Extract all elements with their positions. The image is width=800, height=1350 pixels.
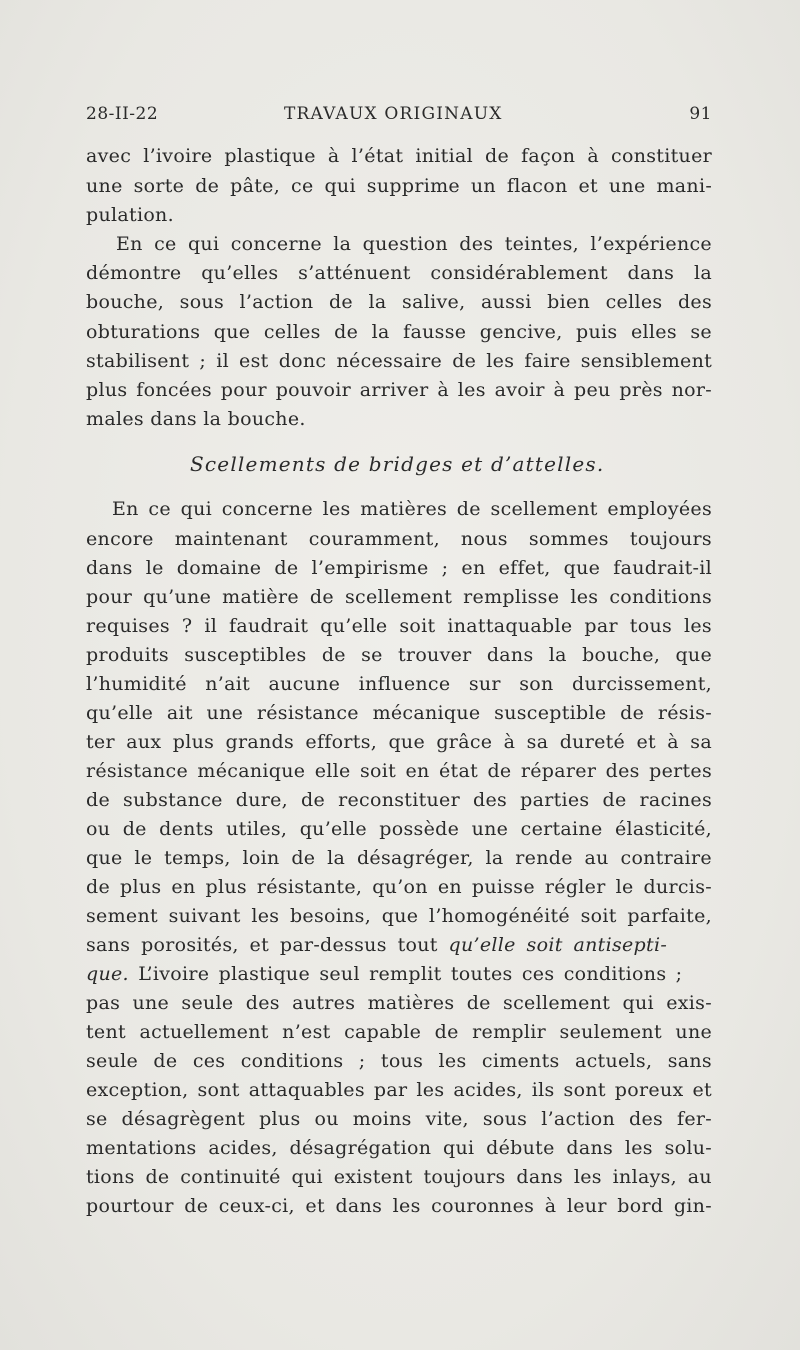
text-line: se désagrègent plus ou moins vite, sous l’action des fer- bbox=[86, 1108, 713, 1130]
text-line: qu’elle ait une résistance mécanique susceptible de résis- bbox=[86, 702, 712, 724]
text-line: stabilisent ; il est donc nécessaire de les faire sensiblement bbox=[86, 350, 713, 372]
text-line: que le temps, loin de la désagréger, la rende au contraire bbox=[86, 847, 712, 869]
text-line: plus foncées pour pouvoir arriver à les avoir à peu près nor- bbox=[86, 379, 712, 401]
text-line: l’humidité n’ait aucune influence sur son durcissement, bbox=[86, 673, 713, 695]
text-line: démontre qu’elles s’atténuent considérablement dans la bbox=[86, 262, 712, 284]
text-line: tent actuellement n’est capable de remplir seulement une bbox=[86, 1021, 713, 1043]
text-line: males dans la bouche. bbox=[86, 408, 306, 430]
text-line: produits susceptibles de se trouver dans la bouche, que bbox=[86, 644, 712, 666]
text-line-mixed bbox=[86, 962, 682, 986]
text-line: seule de ces conditions ; tous les ciments actuels, sans bbox=[86, 1050, 712, 1072]
text-line-mixed bbox=[86, 933, 667, 957]
text-line: de plus en plus résistante, qu’on en puisse régler le durcis- bbox=[86, 876, 712, 898]
text-segment: sans porosités, et par-dessus tout bbox=[86, 934, 449, 956]
text-line: de substance dure, de reconstituer des parties de racines bbox=[86, 789, 713, 811]
text-line: ter aux plus grands efforts, que grâce à sa dureté et à sa bbox=[86, 731, 712, 753]
running-header bbox=[86, 104, 712, 130]
italic-emphasis: que. bbox=[86, 963, 129, 985]
text-line: tions de continuité qui existent toujours dans les inlays, au bbox=[86, 1166, 712, 1188]
text-line: pulation. bbox=[86, 204, 174, 226]
text-line: encore maintenant couramment, nous sommes toujours bbox=[86, 528, 712, 550]
text-line: mentations acides, désagrégation qui débute dans les solu- bbox=[86, 1137, 713, 1159]
text-line: une sorte de pâte, ce qui supprime un flacon et une mani- bbox=[86, 175, 713, 197]
text-line: pour qu’une matière de scellement remplisse les conditions bbox=[86, 586, 713, 608]
header-page-number: 91 bbox=[689, 104, 712, 124]
text-line: exception, sont attaquables par les acides, ils sont poreux et bbox=[86, 1079, 712, 1101]
text-line: dans le domaine de l’empirisme ; en effet, que faudrait-il bbox=[86, 557, 713, 579]
header-date: 28-II-22 bbox=[86, 104, 159, 124]
header-running-title: TRAVAUX ORIGINAUX bbox=[284, 104, 503, 124]
section-heading: Scellements de bridges et d’attelles. bbox=[190, 452, 605, 476]
text-line: ou de dents utiles, qu’elle possède une certaine élasticité, bbox=[86, 818, 712, 840]
text-line: obturations que celles de la fausse gencive, puis elles se bbox=[86, 321, 712, 343]
text-segment: L’ivoire plastique seul remplit toutes ces conditions ; bbox=[128, 963, 683, 985]
italic-emphasis: qu’elle soit antisepti- bbox=[448, 934, 668, 956]
text-line: pas une seule des autres matières de scellement qui exis- bbox=[86, 992, 712, 1014]
text-line: avec l’ivoire plastique à l’état initial de façon à constituer bbox=[86, 145, 713, 167]
text-line: pourtour de ceux-ci, et dans les couronnes à leur bord gin- bbox=[86, 1195, 712, 1217]
text-line: résistance mécanique elle soit en état de réparer des pertes bbox=[86, 760, 713, 782]
text-line: En ce qui concerne la question des teintes, l’expérience bbox=[116, 233, 712, 255]
text-line: sement suivant les besoins, que l’homogénéité soit parfaite, bbox=[86, 905, 712, 927]
text-line: bouche, sous l’action de la salive, aussi bien celles des bbox=[86, 291, 713, 313]
text-line: requises ? il faudrait qu’elle soit inattaquable par tous les bbox=[86, 615, 712, 637]
text-line: En ce qui concerne les matières de scellement employées bbox=[112, 498, 713, 520]
